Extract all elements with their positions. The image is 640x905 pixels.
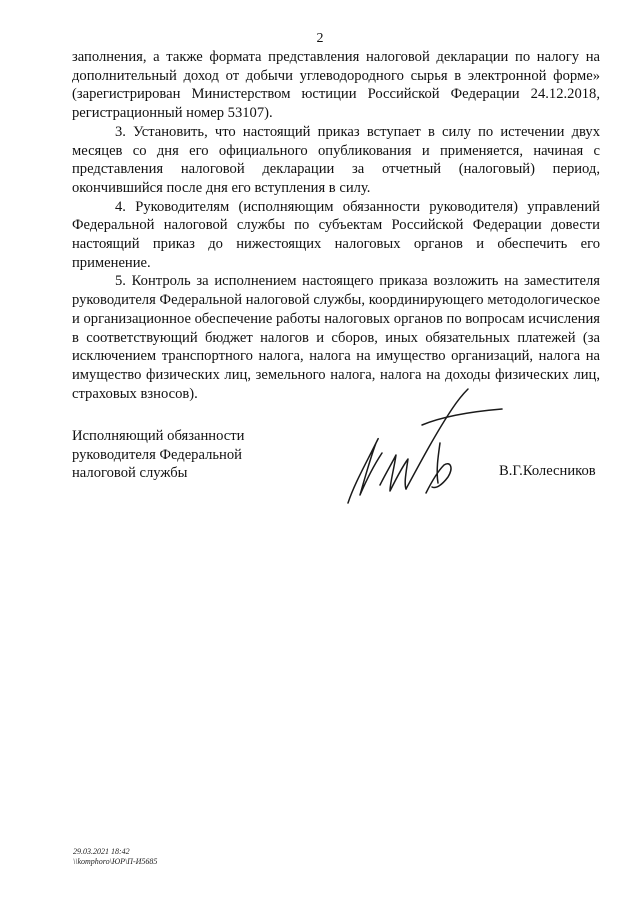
footer-file-code: \\komphoro\ЮР\П-И5685	[73, 856, 158, 866]
signer-name: В.Г.Колесников	[499, 463, 596, 479]
handwritten-signature	[340, 385, 515, 515]
paragraph-item-3: 3. Установить, что настоящий приказ вступает в силу по истечении двух месяцев со дня его официального опубликования и применяется, начиная с представления налоговой декларации за отчетный (налоговый) период, окончившийся после дня его вступления в силу.	[72, 123, 600, 196]
paragraph-item-4: 4. Руководителям (исполняющим обязанности руководителя) управлений Федеральной налоговой службы по субъектам Российской Федерации довести настоящий приказ до нижестоящих налоговых органов и обеспечить его применение.	[72, 198, 600, 271]
signatory-title-line: Исполняющий обязанности	[72, 428, 245, 444]
page-number: 2	[316, 31, 324, 46]
paragraph-item-5: 5. Контроль за исполнением настоящего приказа возложить на заместителя руководителя Федеральной налоговой службы, координирующего методологическое и организационное обеспечение работы налоговых органов по вопросам исчисления в соответствующий бюджет налогов и сборов, иных обязательных платежей (за исключением транспортного налога, налога на имущество организаций, налога на имущество физических лиц, земельного налога, налога на доходы физических лиц, страховых взносов).	[72, 273, 600, 402]
footer-stamp	[73, 847, 157, 866]
paragraph-continuation: заполнения, а также формата представления налоговой декларации по налогу на дополнительный доход от добычи углеводородного сырья в электронной форме» (зарегистрирован Министерством юстиции Российской Федерации 24.12.2018, регистрационный номер 53107).	[72, 49, 600, 122]
signatory-title-line: налоговой службы	[72, 465, 188, 482]
signatory-title-line: руководителя Федеральной	[72, 446, 242, 463]
document-body	[72, 48, 600, 403]
footer-timestamp: 29.03.2021 18:42	[73, 847, 130, 856]
signatory-title	[72, 427, 292, 483]
